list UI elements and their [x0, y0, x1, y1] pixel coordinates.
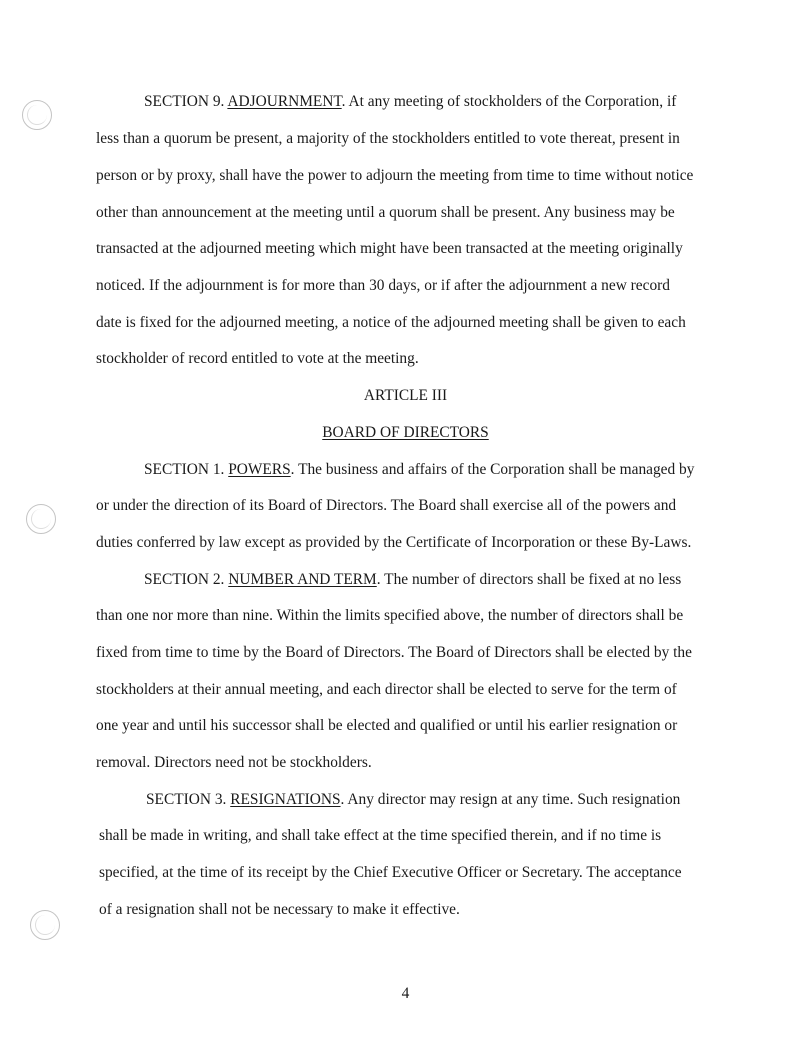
section-3-text: . Any director may resign at any time. Such resignation — [340, 791, 681, 808]
section-3-heading-title: RESIGNATIONS — [230, 791, 341, 808]
article-title — [0, 423, 811, 443]
section-2-heading-title: NUMBER AND TERM — [228, 571, 377, 588]
punch-hole-top — [22, 100, 52, 130]
section-3-heading-prefix: SECTION 3. — [146, 791, 231, 808]
section-1-heading-prefix: SECTION 1. — [144, 461, 229, 478]
section-1-heading-title: POWERS — [228, 461, 291, 478]
section-2-line-3: fixed from time to time by the Board of Directors. The Board of Directors shall be elected by the — [96, 644, 692, 661]
section-9-line-4: other than announcement at the meeting until a quorum shall be present. Any business may be — [96, 204, 675, 221]
section-2-line-4: stockholders at their annual meeting, and each director shall be elected to serve for the term of — [96, 681, 677, 698]
article-number: ARTICLE III — [363, 387, 448, 404]
section-9-heading-title: ADJOURNMENT — [227, 93, 342, 110]
section-9-line-8: stockholder of record entitled to vote at the meeting. — [96, 350, 419, 367]
section-9-text: . At any meeting of stockholders of the Corporation, if — [341, 93, 677, 110]
punch-hole-middle — [26, 504, 56, 534]
section-3-line-1 — [146, 790, 680, 810]
punch-hole-bottom — [30, 910, 60, 940]
page-number: 4 — [401, 985, 410, 1002]
section-3-line-3: specified, at the time of its receipt by the Chief Executive Officer or Secretary. The acceptance — [99, 864, 682, 881]
section-9-line-5: transacted at the adjourned meeting which might have been transacted at the meeting originally — [96, 240, 683, 257]
section-2-line-1 — [144, 570, 681, 590]
section-2-line-5: one year and until his successor shall be elected and qualified or until his earlier resignation or — [96, 717, 678, 734]
section-9-line-3: person or by proxy, shall have the power to adjourn the meeting from time to time without notice — [96, 167, 694, 184]
section-2-text: . The number of directors shall be fixed at no less — [376, 571, 682, 588]
section-9-line-1 — [144, 92, 676, 112]
section-9-heading-prefix: SECTION 9. — [144, 93, 228, 110]
section-3-line-4: of a resignation shall not be necessary to make it effective. — [99, 901, 460, 918]
section-2-line-2: than one nor more than nine. Within the limits specified above, the number of directors shall be — [96, 607, 684, 624]
section-3-line-2: shall be made in writing, and shall take effect at the time specified therein, and if no time is — [99, 827, 662, 844]
section-1-line-1 — [144, 460, 694, 480]
section-1-line-3: duties conferred by law except as provided by the Certificate of Incorporation or these By-Laws. — [96, 534, 692, 551]
section-9-line-6: noticed. If the adjournment is for more than 30 days, or if after the adjournment a new record — [96, 277, 670, 294]
section-1-text: . The business and affairs of the Corporation shall be managed by — [290, 461, 695, 478]
section-2-line-6: removal. Directors need not be stockholders. — [96, 754, 372, 771]
section-1-line-2: or under the direction of its Board of Directors. The Board shall exercise all of the powers and — [96, 497, 677, 514]
section-9-line-2: less than a quorum be present, a majority of the stockholders entitled to vote thereat, present in — [96, 130, 680, 147]
section-9-line-7: date is fixed for the adjourned meeting, a notice of the adjourned meeting shall be given to each — [96, 314, 686, 331]
section-2-heading-prefix: SECTION 2. — [144, 571, 229, 588]
article-title-text: BOARD OF DIRECTORS — [322, 424, 489, 441]
